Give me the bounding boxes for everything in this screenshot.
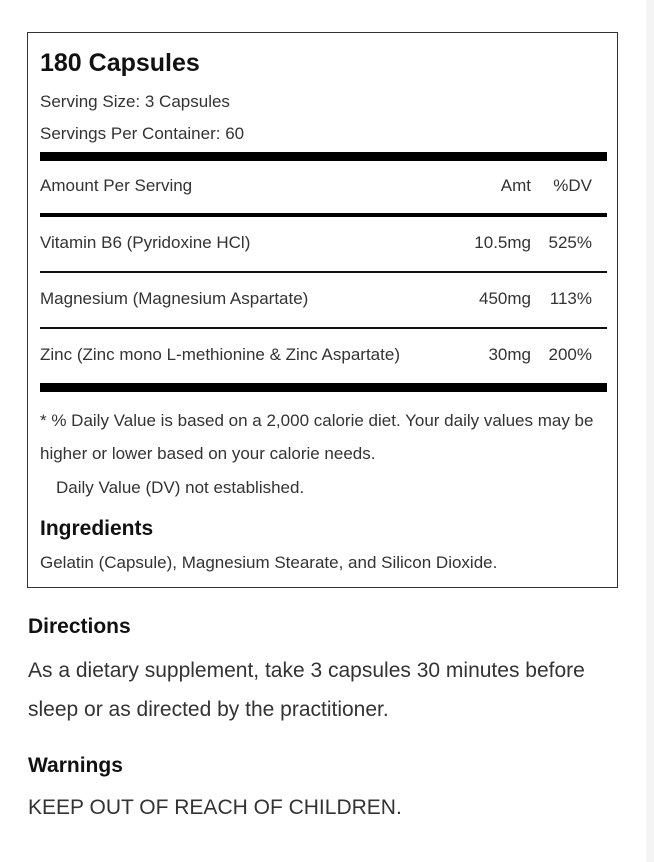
divider-thick-bottom xyxy=(40,383,607,392)
ingredients-text: Gelatin (Capsule), Magnesium Stearate, and Silicon Dioxide. xyxy=(40,553,498,572)
nutrient-name: Vitamin B6 (Pyridoxine HCl) xyxy=(40,233,251,252)
nutrient-row xyxy=(40,289,607,313)
scrollbar-track[interactable] xyxy=(646,0,654,862)
nutrient-row xyxy=(40,345,607,369)
directions-heading: Directions xyxy=(28,615,131,638)
nutrient-dv: 113% xyxy=(549,289,592,308)
nutrient-dv: 525% xyxy=(548,233,592,252)
nutrient-row xyxy=(40,233,607,257)
divider-medium xyxy=(40,213,607,217)
nutrient-dv: 200% xyxy=(548,345,592,364)
facts-title: 180 Capsules xyxy=(40,49,200,77)
nutrient-amount: 30mg xyxy=(488,345,531,364)
amt-header: Amt xyxy=(500,176,531,195)
divider-thin xyxy=(40,327,607,329)
amount-per-serving-label: Amount Per Serving xyxy=(40,176,193,195)
column-header-row xyxy=(40,176,607,200)
warnings-text: KEEP OUT OF REACH OF CHILDREN. xyxy=(28,796,402,819)
nutrient-amount: 10.5mg xyxy=(474,233,531,252)
divider-thin xyxy=(40,271,607,273)
warnings-heading: Warnings xyxy=(28,754,123,777)
divider-thick-top xyxy=(40,152,607,161)
nutrient-amount: 450mg xyxy=(479,289,531,308)
dv-header: %DV xyxy=(553,176,592,195)
directions-text: As a dietary supplement, take 3 capsules 30 minutes before sleep or as directed by the practitioner. xyxy=(28,659,585,721)
nutrient-name: Zinc (Zinc mono L-methionine & Zinc Aspartate) xyxy=(40,345,400,364)
supplement-facts-panel xyxy=(27,32,618,588)
nutrient-name: Magnesium (Magnesium Aspartate) xyxy=(40,289,309,308)
dv-not-established-note: Daily Value (DV) not established. xyxy=(56,478,305,497)
serving-size: Serving Size: 3 Capsules xyxy=(40,92,230,111)
servings-per-container: Servings Per Container: 60 xyxy=(40,124,245,143)
ingredients-heading: Ingredients xyxy=(40,517,154,540)
daily-value-footnote: * % Daily Value is based on a 2,000 calorie diet. Your daily values may be higher or lower based on your calorie needs. xyxy=(40,411,594,463)
